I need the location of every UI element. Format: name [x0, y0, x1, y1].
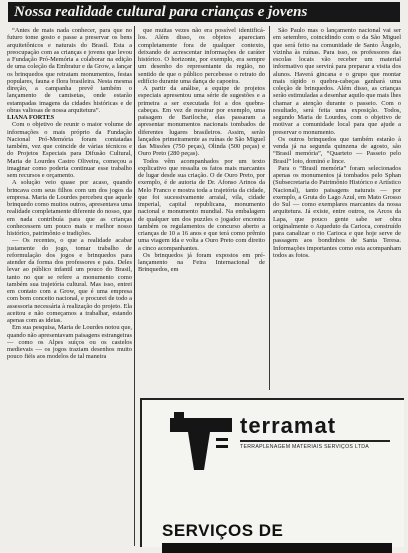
article-paragraph: Todos vêm acompanhados por um texto explicativo que ressalta os fatos mais marcantes de lugar desde sua criação. O de Ouro Preto, por exemplo, é de autoria de Dr. Afonso Arinos da Melo Franco e mostra toda a trajetória da cidade, que foi sucessivamente arraial, vila, cidade imperial, capital republicana, monumento nacional e monumento mundial. Na embalagem de qualquer um dos puzzles o jogador encontra também os regulamentos de concurso aberto a crianças de 10 a 16 anos e que terá como prêmio uma viagem ida e volta a Ouro Preto com direito a cinco acompanhantes.	[138, 157, 265, 252]
column-divider-right	[269, 26, 270, 390]
article-paragraph: — Os recentes, o que a realidade acabar justamente do jogo, tomar trabalho de reformulação dos jogos e brinquedos para atender da forma dos professores e pais. Deles levar ao público infantil um pouco do Brasil, tanto no que se refere a monumento como também sua trajetória cultural. Mas isso, entrei em contato com a Grow, que é uma empresa com bom conceito nacional, e procurei de todo a assessoria necessária à realização do projeto. Ela aceitou e não começamos a trabalhar, estando apenas com as ideias.	[7, 237, 132, 324]
ad-brand-name: terramat	[240, 413, 337, 438]
article-paragraph: Para o “Brasil memória” foram selecionados apenas os monumentos já tombados pelo Sphan (Subsecretaria do Patrimônio Histórico e Artístico Nacional), tanto paisagens naturais — por exemplo, a Gruta do Lago Azul, em Mato Grosso do Sul — como exemplares marcantes da nossa arquitetura. Já existe, entre outros, os Arcos da Lapa, que pouco gente sabe ser obra originalmente o Aqueduto da Carioca, construído para canalizar o rio Carioca e que hoje serve de passagem aos bondinhos de Santa Teresa. Informações importantes como esta acompanham todos as fotos.	[273, 164, 401, 259]
article-paragraph: “Antes de mais nada conhecer, para que no futuro tome gosto e passe a preservar os bens arquitetônicos e naturais do Brasil. Esta a preocupação com as crianças e jovens que levou a Fundação Pró-Memória a colaborar na edição de uma coleção da Embratur e da Grow, a lançar os brinquedos que retratam monumentos, festas populares, fauna e flora brasileira. Nesta mesma direção, a campanha prevê também o lançamento de camisetas, onde estarão estampadas imagens da cidades históricas e de obras valiosas de nossa arquitetura”.	[7, 27, 132, 114]
ad-tagline: TERRAPLENAGEM MATERIAIS SERVIÇOS LTDA	[240, 444, 369, 450]
article-paragraph: Os brinquedos já foram expostos em pré-lançamento na Feira Internacional de Brinquedos, em	[138, 251, 265, 274]
terramat-advertisement	[140, 398, 404, 547]
page-headline: Nossa realidade cultural para crianças e jovens	[8, 2, 400, 22]
article-paragraph: A partir da análise, a equipe de projetos especiais apresentou uma série de sugestões e a primeira a ser executada foi a dos quebra-cabeças. Em vez de mostrar por exemplo, uma paisagem de Bariloche, elas passaram a apresentar monumentos nacionais tombados de diferentes lugares brasileiros. Assim, serão lançados primeiramente as ruínas de São Miguel das Missões (750 peças), Olinda (500 peças) e Ouro Preto (280 peças).	[138, 85, 265, 158]
article-paragraph: Os outros brinquedos que também estarão à venda já na segunda quinzena de agosto, são “Brasil memória”, “Quarteto — Passeio pelo Brasil” loto, dominó e lince.	[273, 135, 401, 165]
article-paragraph: Em sua pesquisa, Maria de Lourdes notou que, quando não apresentavam paisagens estrangeiras — como os Alpes suíços ou os castelos medievais — os jogos traziam desenhos muito pouco fiéis aos modelos de tal maneira	[7, 324, 132, 361]
article-column-3	[273, 27, 401, 394]
terramat-logo-icon	[170, 412, 232, 474]
article-paragraph: Com o objetivo de reunir o maior volume de informações o mais próprio da Fundação Nacional Pró-Memória foram contatadas também, vez que coincide de várias técnicos e do Projetos Especiais para Difusão Cultural, Maria de Lourdes Castro Oliveira, começou a imaginar como poderia continuar esse trabalho sem recursos e orçamento.	[7, 121, 132, 179]
ad-services-heading: SERVIÇOS DE	[162, 521, 284, 540]
article-paragraph: São Paulo mas o lançamento nacional vai ser em setembro, coincidindo com o da São Miguel que será feito na comunidade de Santo Ângelo, vizinha às ruínas. Para isso, os professores das escolas locais vão receber um material informativo que servirá para preparar a visita dos alunos. Haverá gincana e o grupo que montar mais rápido o quebra-cabeças ganhará uma coleção de brinquedos. Além disso, as crianças serão estimuladas a desenhar aquilo que mais lhes chamar a atenção durante o passeio. Com o resultado, será feita uma exposição. Todos, segundo Maria de Lourdes, com o objetivo de motivar a comunidade local para que ajude a preservar o monumento.	[273, 27, 401, 136]
article-byline: LIANA FORTES	[7, 114, 55, 121]
column-divider-left	[134, 26, 135, 546]
ad-brand-underline	[240, 440, 390, 442]
article-column-2	[138, 27, 265, 394]
article-paragraph: A solução veio quase por acaso, quando brincava com seus filhos com um dos jogos da empresa. Maria de Lourdes percebeu que aquele brinquedo como muitos outros, apresentava uma realidade completamente diferente do nosso, que em nada contribuía para que as crianças conhecessem um pouco mais e melhor nosso histórico, patrimônio e tradições.	[7, 179, 132, 237]
article-column-1	[7, 27, 132, 547]
article-paragraph: que muitas vezes não era possível identificá-los. Além disso, os objetos apareciam completamente fora de qualquer contexto, deixando de acrescentar informações de caráter histórico. O horizonte, por exemplo, era sempre um desenho do representante da região, no sentido de que o público percebesse o retrato do edifício durante uma dança de capoeira.	[138, 27, 265, 85]
